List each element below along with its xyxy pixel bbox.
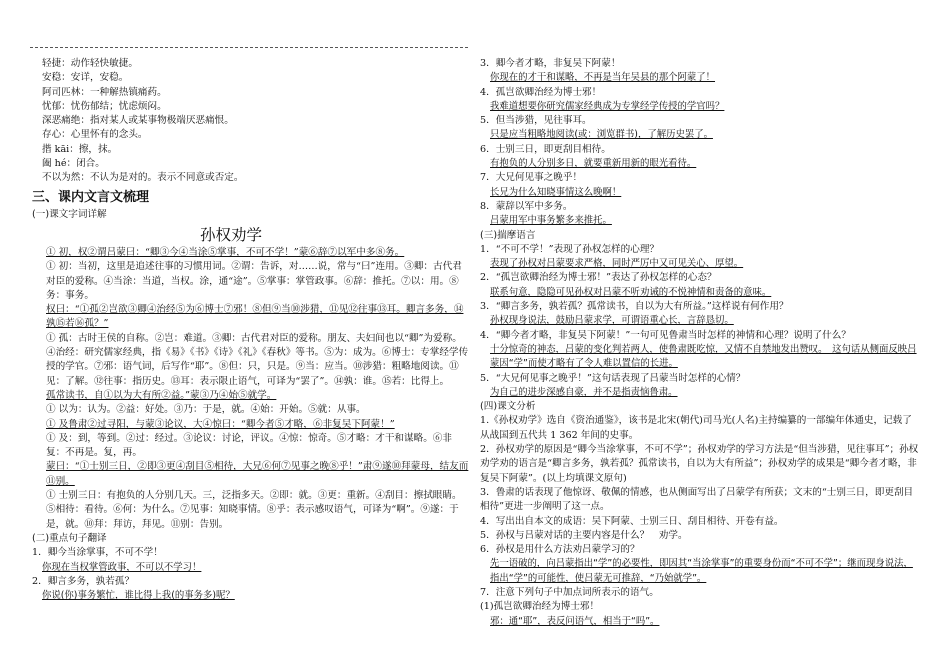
language-answer: 联系句意，隐隐可见孙权对吕蒙不听劝诫的不悦神情和责备的意味。: [490, 286, 772, 298]
analysis-item: 5．孙权与吕蒙对话的主要内容是什么？ 劝学。: [480, 529, 688, 541]
annotation: ① 士别三日：有抱负的人分别几天。三，泛指多天。②即：就。③更：重新。④刮目：擦拭眼睛。⑤相待：看待。⑥何：为什么。⑦见事：知晓事情。⑧乎：表示感叹语气，可译为“啊”。⑨遂：于是，就。⑩拜：拜访，拜见。⑪别：告别。: [46, 490, 462, 530]
translation-answer: 只是应当粗略地阅读(或：浏览群书)，了解历史罢了。: [490, 129, 713, 141]
analysis-item: 3．鲁肃的话表现了他惊讶、敬佩的情感，也从侧面写出了吕蒙学有所获；文末的“士别三日，即更刮目相待”更进一步阐明了这一点。: [480, 486, 914, 513]
language-answer: 孙权现身说法，鼓励吕蒙求学，可谓语重心长，言辞恳切。: [490, 315, 734, 327]
glossary-item: 忧郁：忧伤郁结；忧虑烦闷。: [42, 100, 167, 112]
analysis-item: 7．注意下列句子中加点词所表示的语气。: [480, 586, 659, 598]
analysis-item: (1)孤岂欲卿治经为博士邪！: [480, 601, 600, 613]
translation-answer: 你现在的才干和谋略，不再是当年吴县的那个阿蒙了！: [490, 72, 716, 84]
article-title: 孙权劝学: [199, 225, 262, 244]
language-question: 4．“卿今者才略，非复吴下阿蒙！”一句可见鲁肃当时怎样的神情和心理？说明了什么？: [480, 329, 851, 341]
annotation: ① 孤：古时王侯的自称。②岂：难道。③卿：古代君对臣的爱称。朋友、夫妇间也以“卿”为爱称。④治经：研究儒家经典，指《易》《书》《诗》《礼》《春秋》等书。⑤为：成为。⑥博士：专掌经学传授的学官。⑦邪：语气词，后写作“耶”。⑧但：只，只是。⑨当：应当。⑩涉猎：粗略地阅读。⑪见：了解。⑫往事：指历史。⑬耳：表示限止语气，可译为“罢了”。⑭孰：谁。⑮若：比得上。: [46, 332, 469, 387]
glossary-item: 轻捷：动作轻快敏捷。: [42, 58, 138, 69]
language-question: 5．“大兄何见事之晚乎！”这句话表现了吕蒙当时怎样的心情？: [480, 372, 746, 384]
glossary-item: 不以为然：不认为是对的。表示不同意或否定。: [42, 172, 244, 184]
analysis-answer: 邪：通“耶”，表反问语气，相当于“吗”。: [490, 615, 660, 627]
text-passage: 权曰：“①孤②岂欲③卿④治经⑤为⑥博士⑦邪！⑧但⑨当⑩涉猎，⑪见⑫往事⑬耳。卿言多务，⑭孰⑮若⑯孤？”: [46, 304, 464, 330]
translation-question: 8．蒙辞以军中多务。: [480, 200, 573, 212]
annotation: ① 初：当初，这里是追述往事的习惯用词。②谓：告诉，对……说，常与“曰”连用。③卿：古代君对臣的爱称。④当涂：当道，当权。涂，通“途”。⑤掌事：掌管政事。⑥辞：推托。⑦以：用。⑧务：事务。: [46, 261, 462, 301]
analysis-item: 6．孙权是用什么方法劝吕蒙学习的？: [480, 544, 640, 556]
language-answer: 表现了孙权对吕蒙要求严格，同时严厉中又可见关心、厚望。: [490, 258, 744, 270]
language-question: 2．“孤岂欲卿治经为博士邪！”表达了孙权怎样的心态？: [480, 272, 717, 284]
annotation: ① 以为：认为。②益：好处。③乃：于是，就。④始：开始。⑤就：从事。: [46, 404, 366, 416]
translation-answer: 有抱负的人分别多日，就要重新用新的眼光看待。: [490, 158, 697, 170]
translation-question: 4．孤岂欲卿治经为博士邪！: [480, 86, 602, 98]
subsection-heading: (四)课文分析: [480, 401, 536, 413]
glossary-item: 安稳：安详，安稳。: [42, 72, 129, 84]
language-answer: 十分惊奇的神态，吕蒙的变化判若两人，使鲁肃既吃惊，又情不自禁地发出赞叹。 这句话从侧面反映吕蒙因“学”而使才略有了令人难以置信的长进。: [490, 343, 917, 370]
analysis-item: 4．写出出自本文的成语：吴下阿蒙、士别三日、刮目相待、开卷有益。: [480, 515, 784, 527]
text-passage: 蒙曰：“①士别三日，②即③更④刮目⑤相待，大兄⑥何⑦见事之晚⑧乎！”肃⑨遂⑩拜蒙母，结友而⑪别。: [46, 461, 469, 487]
translation-answer: 长兄为什么知晓事情这么晚啊！: [490, 186, 622, 198]
language-question: 1．“不可不学！”表现了孙权怎样的心理？: [480, 243, 660, 255]
subsection-heading: (三)揣摩语言: [480, 229, 536, 241]
text-passage: 孤常读书，自①以为大有所②益。”蒙③乃④始⑤就学。: [46, 389, 277, 401]
top-divider: [30, 47, 468, 48]
left-column: [32, 57, 470, 603]
glossary-item: 存心：心里怀有的念头。: [42, 129, 148, 141]
translation-answer: 你现在当权掌管政事，不可以不学习！: [42, 561, 202, 573]
translation-question: 3．卿今者才略，非复吴下阿蒙！: [480, 58, 621, 69]
translation-question: 7．大兄何见事之晚乎！: [480, 172, 583, 184]
subsection-heading: (一)课文字词详解: [32, 208, 107, 220]
right-column: [480, 57, 920, 629]
subsection-heading: (二)重点句子翻译: [32, 532, 107, 544]
glossary-item: 阿司匹林：一种解热镇痛药。: [42, 86, 167, 98]
glossary-item: 阖 hé：闭合。: [42, 158, 105, 170]
translation-answer: 我难道想要你研究儒家经典成为专掌经学传授的学官吗？: [490, 100, 725, 112]
translation-question: 5．但当涉猎，见往事耳。: [480, 115, 592, 127]
translation-answer: 吕蒙用军中事务繁多来推托。: [490, 215, 612, 227]
analysis-item: 2．孙权劝学的原因是“卿今当涂掌事，不可不学”；孙权劝学的学习方法是“但当涉猎，见往事耳”；孙权劝学劝的语言是“卿言多务，孰若孤？孤常读书，自以为大有所益”；孙权劝学的成果是“卿今者才略，非复吴下阿蒙”。(以上均填课文原句): [480, 444, 919, 484]
analysis-item: 1.《孙权劝学》选自《资治通鉴》，该书是北宋(朝代)司马光(人名)主持编纂的一部编年体通史，记载了从战国到五代共 1 362 年间的史事。: [480, 415, 912, 441]
translation-answer: 你说(你)事务繁忙，谁比得上我(的事务多)呢？: [42, 590, 235, 602]
annotation: ① 及：到，等到。②过：经过。③论议：讨论，评议。④惊：惊奇。⑤才略：才干和谋略。⑥非复：不再是。复，再。: [46, 432, 452, 459]
translation-question: 6．士别三日，即更刮目相待。: [480, 143, 611, 155]
language-question: 3．“卿言多务，孰若孤？孤常读书，自以为大有所益。”这样说有何作用？: [480, 301, 789, 313]
section-heading: 三、课内文言文梳理: [32, 189, 150, 205]
glossary-item: 深恶痛绝：指对某人或某事物极端厌恶痛恨。: [42, 115, 234, 127]
analysis-answer: 先一语破的，向吕蒙指出“学”的必要性，即因其“当涂掌事”的重要身份而“不可不学”；继而现身说法，指出“学”的可能性，使吕蒙无可推辞，“乃始就学”。: [490, 558, 913, 584]
translation-question: 2．卿言多务，孰若孤？: [32, 575, 135, 587]
text-passage: ① 初，权②谓吕蒙曰：“卿③今④当涂⑤掌事，不可不学！”蒙⑥辞⑦以军中多⑧务。: [46, 246, 405, 258]
translation-question: 1．卿今当涂掌事，不可不学！: [32, 547, 163, 559]
language-answer: 为自己的进步深感自豪，并不是指责恼鲁肃。: [490, 386, 678, 398]
glossary-item: 揩 kāi：擦，抹。: [42, 143, 118, 155]
text-passage: ① 及鲁肃②过寻阳，与蒙③论议，大④惊曰：“卿今者⑤才略，⑥非复吴下阿蒙！”: [46, 418, 395, 430]
